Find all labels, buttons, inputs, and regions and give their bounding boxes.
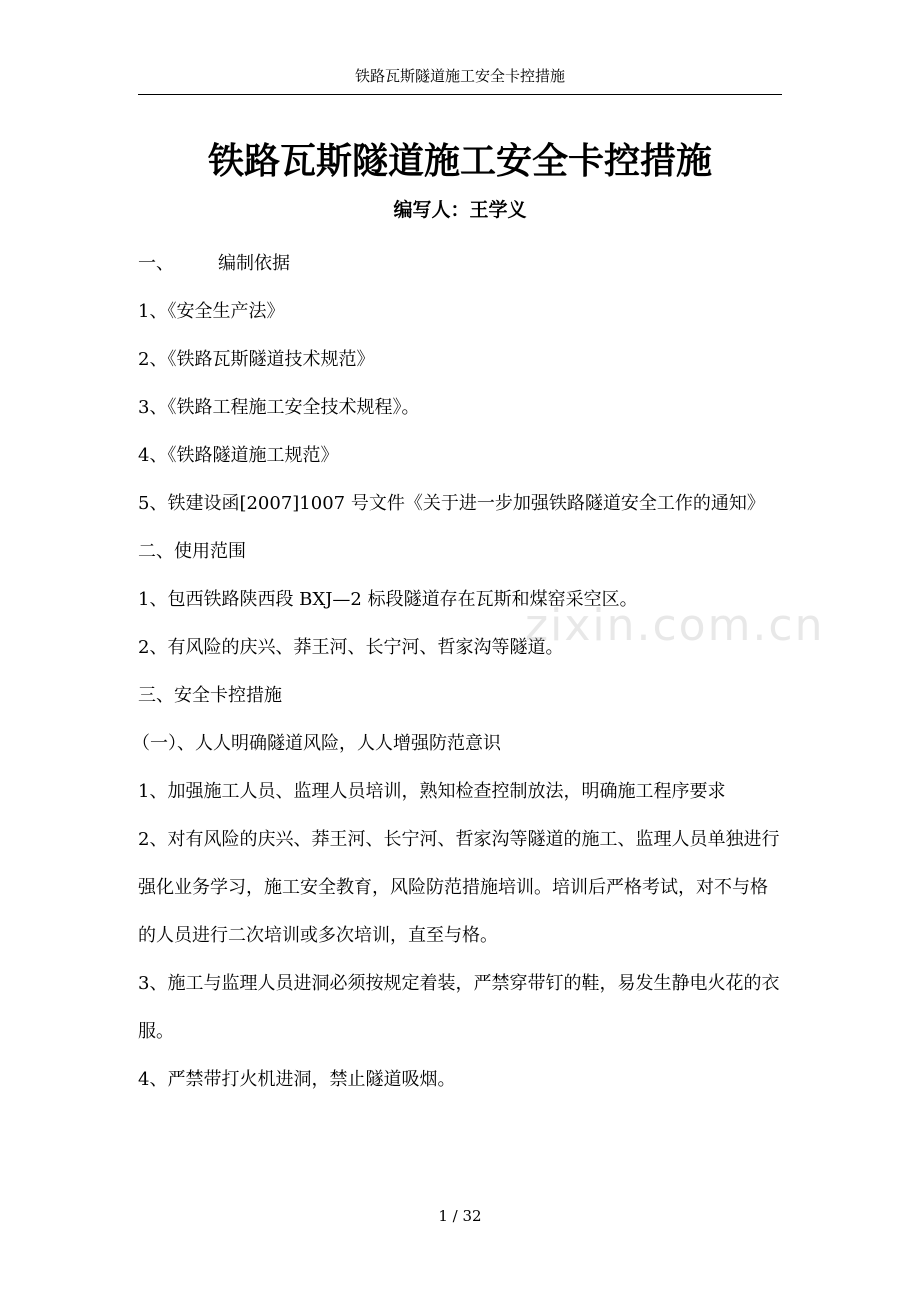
list-item: 1、包西铁路陕西段 BXJ—2 标段隧道存在瓦斯和煤窑采空区。 [138, 589, 638, 610]
watermark: zixin.com.cn [525, 600, 825, 651]
section-heading-3: 三、安全卡控措施 [138, 685, 282, 706]
section-heading-1 [138, 240, 784, 288]
header-divider [138, 94, 782, 95]
author-line: 编写人：王学义 [393, 199, 527, 221]
section-title: 编制依据 [218, 253, 290, 274]
section-number: 一、 [138, 253, 174, 274]
list-item: 2、有风险的庆兴、莽王河、长宁河、哲家沟等隧道。 [138, 637, 564, 658]
document-title: 铁路瓦斯隧道施工安全卡控措施 [207, 141, 712, 182]
list-item: 4、《铁路隧道施工规范》 [138, 445, 339, 466]
running-header: 铁路瓦斯隧道施工安全卡控措施 [354, 67, 565, 85]
list-item: 1、《安全生产法》 [138, 301, 285, 322]
list-item: 4、严禁带打火机进洞，禁止隧道吸烟。 [138, 1069, 456, 1090]
document-body [132, 240, 784, 1104]
list-item: 1、加强施工人员、监理人员培训，熟知检查控制放法，明确施工程序要求 [138, 781, 726, 802]
list-item: 3、施工与监理人员进洞必须按规定着装，严禁穿带钉的鞋，易发生静电火花的衣服。 [138, 973, 780, 1042]
list-item: 3、《铁路工程施工安全技术规程》。 [138, 397, 420, 418]
list-item: 2、对有风险的庆兴、莽王河、长宁河、哲家沟等隧道的施工、监理人员单独进行强化业务学习，施工安全教育，风险防范措施培训。培训后严格考试，对不与格的人员进行二次培训或多次培训，直至与格。 [138, 829, 780, 946]
subsection-heading: （一）、人人明确隧道风险，人人增强防范意识 [132, 733, 501, 754]
list-item: 2、《铁路瓦斯隧道技术规范》 [138, 349, 375, 370]
list-item: 5、铁建设函[2007]1007 号文件《关于进一步加强铁路隧道安全工作的通知》 [138, 493, 765, 514]
page-number: 1 / 32 [438, 1207, 482, 1225]
section-heading-2: 二、使用范围 [138, 541, 246, 562]
